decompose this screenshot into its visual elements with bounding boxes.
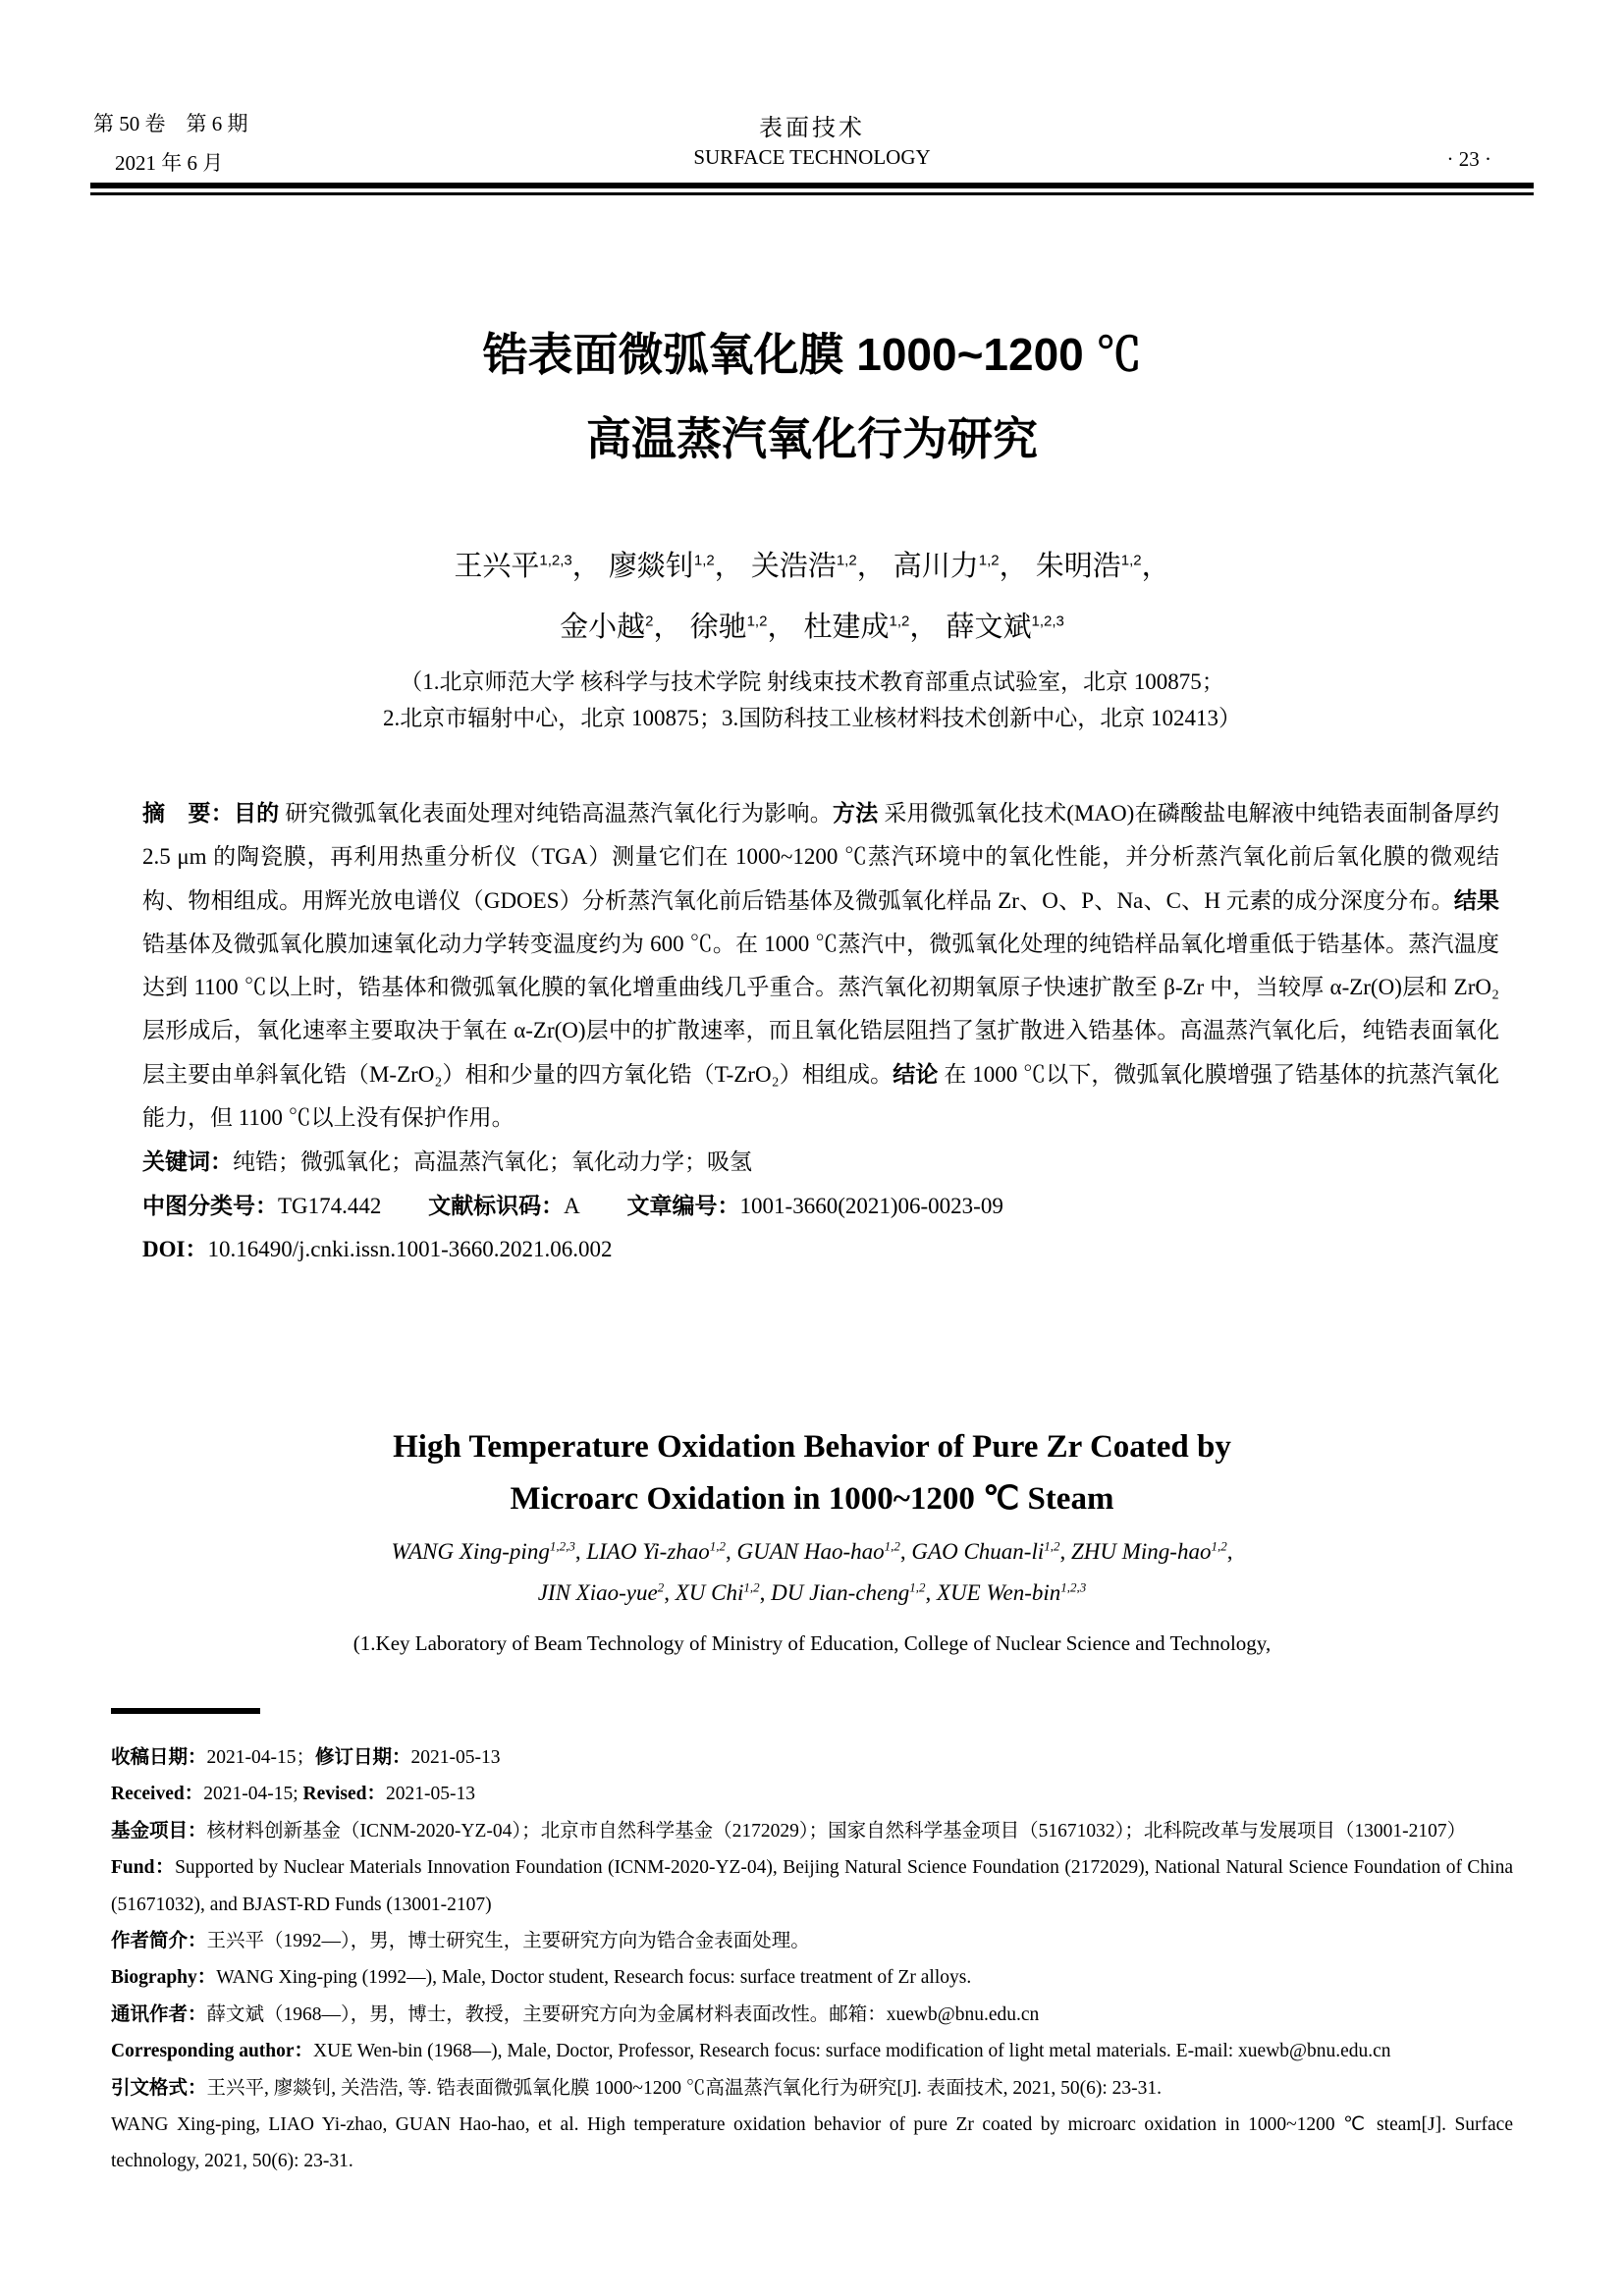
affiliation-cn-line1: （1.北京师范大学 核科学与技术学院 射线束技术教育部重点试验室，北京 100875； <box>400 669 1224 694</box>
conclusion-label: 结论 <box>893 1061 939 1087</box>
doi-label: DOI： <box>142 1237 208 1261</box>
received-label-cn: 收稿日期： <box>111 1746 207 1768</box>
article-title-cn <box>0 312 1624 481</box>
author-en: JIN Xiao-yue$^2$, <box>537 1579 676 1605</box>
author-cn: 金小越$^2$， <box>560 612 682 643</box>
article-id-group <box>627 1194 1003 1218</box>
author-en: DU Jian-cheng$^{1,2}$, <box>771 1579 937 1605</box>
objective-label: 目的 <box>233 800 280 826</box>
volume-issue: 第 50 卷 第 6 期 <box>93 112 248 135</box>
author-en: XUE Wen-bin$^{1,2,3}$ <box>937 1579 1087 1605</box>
method-label: 方法 <box>832 800 879 826</box>
author-cn: 杜建成$^{1,2}$， <box>803 612 939 643</box>
author-cn: 薛文斌$^{1,2,3}$ <box>946 612 1064 643</box>
author-affil-sup: 1,2 <box>709 1538 727 1554</box>
affiliation-cn <box>0 664 1624 736</box>
author-affil-sup: 1,2 <box>1120 552 1142 569</box>
author-affil-sup: 1,2,3 <box>1060 1579 1087 1595</box>
page-header <box>93 108 1531 187</box>
author-cn: 徐驰$^{1,2}$， <box>689 612 796 643</box>
doi-value: 10.16490/j.cnki.issn.1001-3660.2021.06.002 <box>207 1237 613 1261</box>
author-affil-sup: 1,2 <box>1211 1538 1227 1554</box>
citation-label: 引文格式： <box>111 2076 207 2099</box>
author-affil-sup: 1,2,3 <box>549 1538 575 1554</box>
result-text: 锆基体及微弧氧化膜加速氧化动力学转变温度约为 600 ℃。在 1000 ℃蒸汽中，微弧氧化处理的纯锆样品氧化增重低于锆基体。蒸汽温度达到 1100 ℃以上时，锆基体和微弧氧化膜的氧化增重曲线几乎重合。蒸汽氧化初期氧原子快速扩散至 β-Zr 中，当较厚 α-Zr(O)层和 ZrO₂ 层形成后，氧化速率主要取决于氧在 α-Zr(O)层中的扩散速率，而且氧化锆层阻挡了氢扩散进入锆基体。高温蒸汽氧化后，纯锆表面氧化层主要由单斜氧化锆（M-ZrO₂）相和少量的四方氧化锆（T-ZrO₂）相组成。 <box>142 932 1499 1087</box>
author-cn: 王兴平$^{1,2,3}$， <box>454 551 601 582</box>
revised-label-cn: 修订日期： <box>315 1746 411 1768</box>
article-title-cn-line1: 锆表面微弧氧化膜 1000~1200 ℃ <box>482 329 1142 380</box>
footnote-block <box>111 1739 1513 2180</box>
citation-line-en: WANG Xing-ping, LIAO Yi-zhao, GUAN Hao-hao, et al. High temperature oxidation behavior of pure Zr coated by microarc oxidation in 1000~1200 ℃ steam[J]. Surface technology, 2021, 50(6): 23-31. <box>111 2114 1513 2172</box>
author-en: ZHU Ming-hao$^{1,2}$, <box>1070 1538 1233 1564</box>
biography-label-cn: 作者简介： <box>111 1930 207 1952</box>
author-en: LIAO Yi-zhao$^{1,2}$, <box>586 1538 737 1564</box>
biography-line-cn: 作者简介：王兴平（1992—），男，博士研究生，主要研究方向为锆合金表面处理。 <box>111 1930 810 1952</box>
article-title-en-line2: Microarc Oxidation in 1000~1200 ℃ Steam <box>510 1481 1114 1517</box>
journal-title-en: SURFACE TECHNOLOGY <box>693 145 931 169</box>
author-cn: 廖燚钊$^{1,2}$， <box>608 551 743 582</box>
author-affil-sup: 1,2,3 <box>539 552 572 569</box>
fund-label-en: Fund： <box>111 1857 176 1879</box>
result-label: 结果 <box>1453 887 1500 913</box>
page-number: · 23 · <box>1446 147 1491 171</box>
classification-line <box>142 1184 1499 1228</box>
author-affil-sup: 1,2 <box>884 1538 900 1554</box>
author-affil-sup: 1,2 <box>889 613 910 630</box>
author-affil-sup: 1,2 <box>836 552 857 569</box>
conclusion-text: 在 1000 ℃以下，微弧氧化膜增强了锆基体的抗蒸汽氧化能力，但 1100 ℃以上没有保护作用。 <box>142 1062 1500 1130</box>
doc-code-value: A <box>564 1194 580 1218</box>
fund-line-en: Fund：Supported by Nuclear Materials Innovation Foundation (ICNM-2020-YZ-04), Beijing Natural Science Foundation (2172029), National Natural Science Foundation of China (51671032), and BJAST-RD Funds (13001-2107) <box>111 1857 1513 1915</box>
keywords-text: 纯锆；微弧氧化；高温蒸汽氧化；氧化动力学；吸氢 <box>233 1149 752 1174</box>
keywords-label: 关键词： <box>142 1148 233 1174</box>
corresponding-label-en: Corresponding author： <box>111 2041 314 2062</box>
received-label-en: Received： <box>111 1784 204 1805</box>
corresponding-line-en: Corresponding author：XUE Wen-bin (1968—), Male, Doctor, Professor, Research focus: surface modification of light metal materials. E-mail: xuewb@bnu.edu.cn <box>111 2041 1391 2062</box>
abstract-label: 摘 要： <box>142 800 234 826</box>
author-en: GAO Chuan-li$^{1,2}$, <box>911 1538 1071 1564</box>
doc-code-label: 文献标识码： <box>428 1193 565 1218</box>
corresponding-line-cn: 通讯作者：薛文斌（1968—），男，博士，教授，主要研究方向为金属材料表面改性。邮箱：xuewb@bnu.edu.cn <box>111 2002 1040 2025</box>
header-double-rule <box>90 183 1534 195</box>
clc-label: 中图分类号： <box>142 1193 278 1218</box>
biography-line-en: Biography：WANG Xing-ping (1992—), Male, Doctor student, Research focus: surface treatment of Zr alloys. <box>111 1967 972 1989</box>
abstract-paragraph <box>142 791 1499 1140</box>
author-cn: 高川力$^{1,2}$， <box>893 551 1028 582</box>
authors-cn <box>0 536 1624 658</box>
doi-line <box>142 1228 1499 1271</box>
author-affil-sup: 1,2 <box>743 1579 760 1595</box>
clc-group <box>142 1194 381 1218</box>
author-affil-sup: 2 <box>657 1579 665 1595</box>
author-en: WANG Xing-ping$^{1,2,3}$, <box>391 1538 587 1564</box>
corresponding-label-cn: 通讯作者： <box>111 2002 207 2025</box>
article-title-en <box>0 1421 1624 1525</box>
author-affil-sup: 1,2 <box>978 552 1000 569</box>
authors-en-line2 <box>0 1573 1624 1614</box>
keywords-line <box>142 1140 1499 1184</box>
author-cn: 关浩浩$^{1,2}$， <box>750 551 886 582</box>
author-affil-sup: 1,2,3 <box>1031 613 1064 630</box>
author-affil-sup: 1,2 <box>1044 1538 1060 1554</box>
issue-date: 2021 年 6 月 <box>115 151 224 175</box>
author-cn: 朱明浩$^{1,2}$， <box>1035 551 1170 582</box>
journal-title-cn: 表面技术 <box>759 116 865 141</box>
method-text: 采用微弧氧化技术(MAO)在磷酸盐电解液中纯锆表面制备厚约 2.5 μm 的陶瓷膜，再利用热重分析仪（TGA）测量它们在 1000~1200 ℃蒸汽环境中的氧化性能，并分析蒸汽氧化前后氧化膜的微观结构、物相组成。用辉光放电谱仪（GDOES）分析蒸汽氧化前后锆基体及微弧氧化样品 Zr、O、P、Na、C、H 元素的成分深度分布。 <box>142 801 1500 913</box>
author-affil-sup: 1,2 <box>746 613 768 630</box>
author-affil-sup: 2 <box>645 613 654 630</box>
authors-en <box>0 1531 1624 1614</box>
article-title-en-line1: High Temperature Oxidation Behavior of Pure Zr Coated by <box>393 1429 1231 1465</box>
article-id-value: 1001-3660(2021)06-0023-09 <box>739 1194 1003 1218</box>
biography-label-en: Biography： <box>111 1967 217 1989</box>
affiliation-cn-line2: 2.北京市辐射中心，北京 100875；3.国防科技工业核材料技术创新中心，北京 102413） <box>383 706 1241 730</box>
author-en: GUAN Hao-hao$^{1,2}$, <box>736 1538 912 1564</box>
footnote-rule <box>111 1708 260 1714</box>
fund-line-cn: 基金项目：核材料创新基金（ICNM-2020-YZ-04）；北京市自然科学基金（2172029）；国家自然科学基金项目（51671032）；北科院改革与发展项目（13001-2107） <box>111 1819 1467 1842</box>
authors-cn-line1 <box>0 536 1624 597</box>
author-affil-sup: 1,2 <box>909 1579 926 1595</box>
author-affil-sup: 1,2 <box>693 552 715 569</box>
received-line-cn: 收稿日期：2021-04-15；修订日期：2021-05-13 <box>111 1746 501 1768</box>
citation-line-cn: 引文格式：王兴平, 廖燚钊, 关浩浩, 等. 锆表面微弧氧化膜 1000~1200 ℃高温蒸汽氧化行为研究[J]. 表面技术, 2021, 50(6): 23-31. <box>111 2076 1163 2099</box>
affiliation-en: (1.Key Laboratory of Beam Technology of Ministry of Education, College of Nuclear Science and Technology, <box>352 1631 1272 1655</box>
fund-label-cn: 基金项目： <box>111 1819 207 1842</box>
objective-text: 研究微弧氧化表面处理对纯锆高温蒸汽氧化行为影响。 <box>279 801 833 826</box>
received-line-en: Received：2021-04-15; Revised：2021-05-13 <box>111 1784 475 1805</box>
authors-en-line1 <box>0 1531 1624 1573</box>
article-title-cn-line2: 高温蒸汽氧化行为研究 <box>586 413 1038 464</box>
authors-cn-line2 <box>0 597 1624 658</box>
doc-code-group <box>428 1194 580 1218</box>
clc-value: TG174.442 <box>278 1194 382 1218</box>
revised-label-en: Revised： <box>302 1784 386 1805</box>
article-id-label: 文章编号： <box>626 1193 740 1218</box>
abstract-block <box>142 791 1499 1271</box>
author-en: XU Chi$^{1,2}$, <box>675 1579 772 1605</box>
